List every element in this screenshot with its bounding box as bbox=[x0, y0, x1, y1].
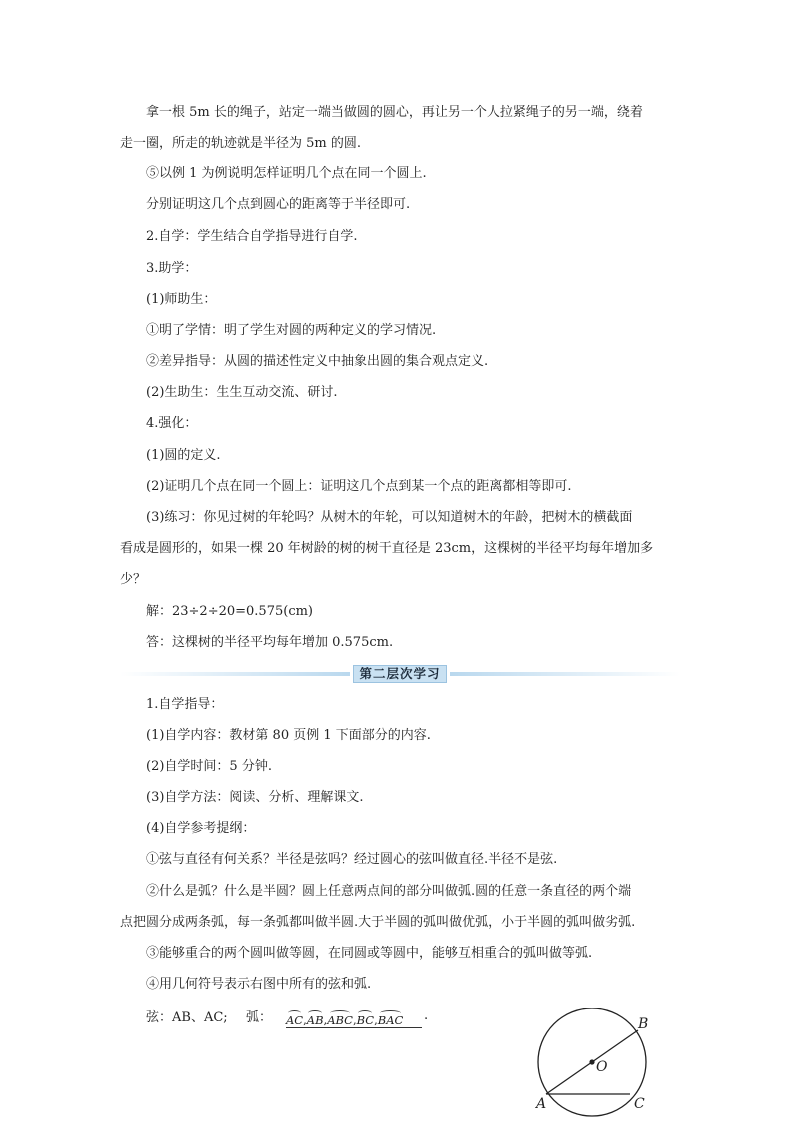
text2-line-10: ④用几何符号表示右图中所有的弦和弧. bbox=[146, 977, 372, 992]
label-b: B bbox=[638, 1016, 649, 1032]
answer-chords: 弦：AB、AC; bbox=[146, 1010, 228, 1025]
text-line-10: (2)生助生：生生互动交流、研讨. bbox=[146, 385, 338, 400]
text-line-7: (1)师助生： bbox=[146, 292, 217, 307]
text2-line-6: ①弦与直径有何关系？半径是弦吗？经过圆心的弦叫做直径.半径不是弦. bbox=[146, 852, 558, 867]
text-line-13: (2)证明几个点在同一个圆上：证明这几个点到某一个点的距离都相等即可. bbox=[146, 479, 572, 494]
center-point bbox=[589, 1059, 594, 1064]
circle-diagram bbox=[528, 1008, 658, 1120]
answer-period: . bbox=[424, 1008, 429, 1023]
text-line-15: 看成是圆形的，如果一棵 20 年树龄的树的树干直径是 23cm，这棵树的半径平均每年增加多 bbox=[120, 541, 654, 556]
text2-line-7: ②什么是弧？什么是半圆？圆上任意两点间的部分叫做弧.圆的任意一条直径的两个端 bbox=[146, 884, 632, 899]
banner-rule-left bbox=[120, 672, 350, 676]
text2-line-2: (1)自学内容：教材第 80 页例 1 下面部分的内容. bbox=[146, 728, 431, 743]
text-line-4: 分别证明这几个点到圆心的距离等于半径即可. bbox=[146, 197, 411, 212]
text-line-8: ①明了学情：明了学生对圆的两种定义的学习情况. bbox=[146, 323, 437, 338]
text2-line-9: ③能够重合的两个圆叫做等圆，在同圆或等圆中，能够互相重合的弧叫做等弧. bbox=[146, 946, 593, 961]
label-c: C bbox=[634, 1096, 645, 1112]
arc-separator: , bbox=[323, 1013, 328, 1027]
text2-line-1: 1.自学指导： bbox=[146, 697, 224, 712]
section-banner bbox=[120, 664, 680, 684]
arc-list bbox=[286, 1010, 403, 1027]
arc-symbol: AC bbox=[286, 1010, 303, 1027]
text-line-6: 3.助学： bbox=[146, 261, 198, 276]
text-line-2: 走一圈，所走的轨迹就是半径为 5m 的圆. bbox=[120, 136, 361, 151]
banner-label: 第二层次学习 bbox=[353, 665, 447, 683]
text-line-18: 答：这棵树的半径平均每年增加 0.575cm. bbox=[146, 635, 394, 650]
arc-symbol: AB bbox=[307, 1010, 324, 1027]
arc-symbol: BAC bbox=[378, 1010, 404, 1027]
arc-separator: , bbox=[352, 1013, 357, 1027]
text-line-16: 少？ bbox=[120, 572, 147, 587]
arc-symbol: BC bbox=[357, 1010, 374, 1027]
text-line-17: 解：23÷2÷20=0.575(cm) bbox=[146, 604, 314, 619]
text-line-11: 4.强化： bbox=[146, 416, 198, 431]
text-line-12: (1)圆的定义. bbox=[146, 448, 221, 463]
text-line-9: ②差异指导：从圆的描述性定义中抽象出圆的集合观点定义. bbox=[146, 354, 489, 369]
banner-rule-right bbox=[450, 672, 680, 676]
text2-line-4: (3)自学方法：阅读、分析、理解课文. bbox=[146, 790, 364, 805]
text2-line-3: (2)自学时间：5 分钟. bbox=[146, 759, 272, 774]
text-line-14: (3)练习：你见过树的年轮吗？从树木的年轮，可以知道树木的年龄，把树木的横截面 bbox=[146, 510, 633, 525]
text2-line-8: 点把圆分成两条弧，每一条弧都叫做半圆.大于半圆的弧叫做优弧，小于半圆的弧叫做劣弧. bbox=[120, 915, 636, 930]
text2-line-5: (4)自学参考提纲： bbox=[146, 821, 256, 836]
arc-separator: , bbox=[374, 1013, 378, 1027]
label-o: O bbox=[596, 1059, 608, 1075]
label-a: A bbox=[536, 1096, 547, 1112]
text-line-3: ⑤以例 1 为例说明怎样证明几个点在同一个圆上. bbox=[146, 166, 427, 181]
arc-symbol: ABC bbox=[327, 1010, 353, 1027]
text-line-5: 2.自学：学生结合自学指导进行自学. bbox=[146, 229, 358, 244]
answer-underline bbox=[286, 1027, 422, 1028]
text-line-1: 拿一根 5m 长的绳子，站定一端当做圆的圆心，再让另一个人拉紧绳子的另一端，绕着 bbox=[146, 105, 643, 120]
answer-arc-label: 弧： bbox=[246, 1010, 273, 1025]
arc-separator: , bbox=[303, 1013, 307, 1027]
